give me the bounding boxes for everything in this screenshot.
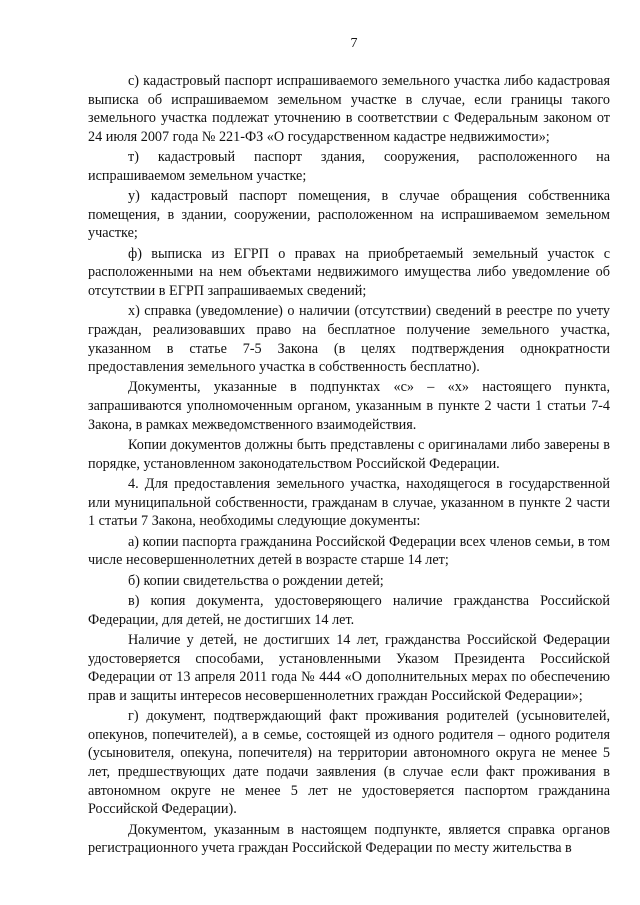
paragraph-item-g: г) документ, подтверждающий факт проживания родителей (усыновителей, опекунов, попечителей), а в семье, состоящей из одного родителя – одного родителя (усыновителя, опекуна, попечителя) на территории автономного округа не менее 5 лет, предшествующих дате подачи заявления (в случае если факт проживания в автономном округе не менее 5 лет не удостоверяется паспортом гражданина Российской Федерации). <box>88 708 610 818</box>
paragraph-registration-certificate: Документом, указанным в настоящем подпункте, является справка органов регистрационного учета граждан Российской Федерации по месту жительства в <box>88 821 610 857</box>
paragraph-item-v: в) копия документа, удостоверяющего наличие гражданства Российской Федерации, для детей, не достигших 14 лет. <box>88 593 610 628</box>
paragraph-section-4: 4. Для предоставления земельного участка, находящегося в государственной или муниципальной собственности, гражданам в случае, указанном в пункте 2 части 1 статьи 7 Закона, необходимы следующие документы: <box>88 476 610 530</box>
paragraph-item-t: т) кадастровый паспорт здания, сооружения, расположенного на испрашиваемом земельном участке; <box>88 149 610 184</box>
document-body <box>88 72 610 858</box>
paragraph-item-f: ф) выписка из ЕГРП о правах на приобретаемый земельный участок с расположенными на нем объектами недвижимого имущества либо уведомление об отсутствии в ЕГРП запрашиваемых сведений; <box>88 245 610 299</box>
paragraph-item-b: б) копии свидетельства о рождении детей; <box>128 572 384 589</box>
paragraph-citizenship-note: Наличие у детей, не достигших 14 лет, гражданства Российской Федерации удостоверяется способами, установленными Указом Президента Российской Федерации от 13 апреля 2011 года № 444 «О дополнительных мерах по обеспечению прав и защиты интересов несовершеннолетних граждан Российской Федерации»; <box>88 631 610 704</box>
paragraph-item-s: с) кадастровый паспорт испрашиваемого земельного участка либо кадастровая выписка об испрашиваемом земельном участке в случае, если границы такого земельного участка подлежат уточнению в соответствии с Федеральным законом от 24 июля 2007 года № 221-ФЗ «О государственном кадастре недвижимости»; <box>88 73 610 145</box>
paragraph-copies-certified: Копии документов должны быть представлены с оригиналами либо заверены в порядке, установленном законодательством Российской Федерации. <box>88 437 610 472</box>
paragraph-item-kh: х) справка (уведомление) о наличии (отсутствии) сведений в реестре по учету граждан, реализовавших право на бесплатное получение земельного участка, указанном в статье 7-5 Закона (в целях подтверждения однократности предоставления земельного участка в собственность бесплатно). <box>88 303 610 376</box>
paragraph-item-a: а) копии паспорта гражданина Российской Федерации всех членов семьи, в том числе несовершеннолетних детей в возрасте старше 14 лет; <box>88 533 610 569</box>
paragraph-documents-requested: Документы, указанные в подпунктах «с» – «х» настоящего пункта, запрашиваются уполномоченным органом, указанным в пункте 2 части 1 статьи 7-4 Закона, в рамках межведомственного взаимодействия. <box>88 379 610 433</box>
paragraph-item-u: у) кадастровый паспорт помещения, в случае обращения собственника помещения, в здании, сооружении, расположенном на испрашиваемом земельном участке; <box>88 188 610 242</box>
page-number: 7 <box>350 36 358 51</box>
